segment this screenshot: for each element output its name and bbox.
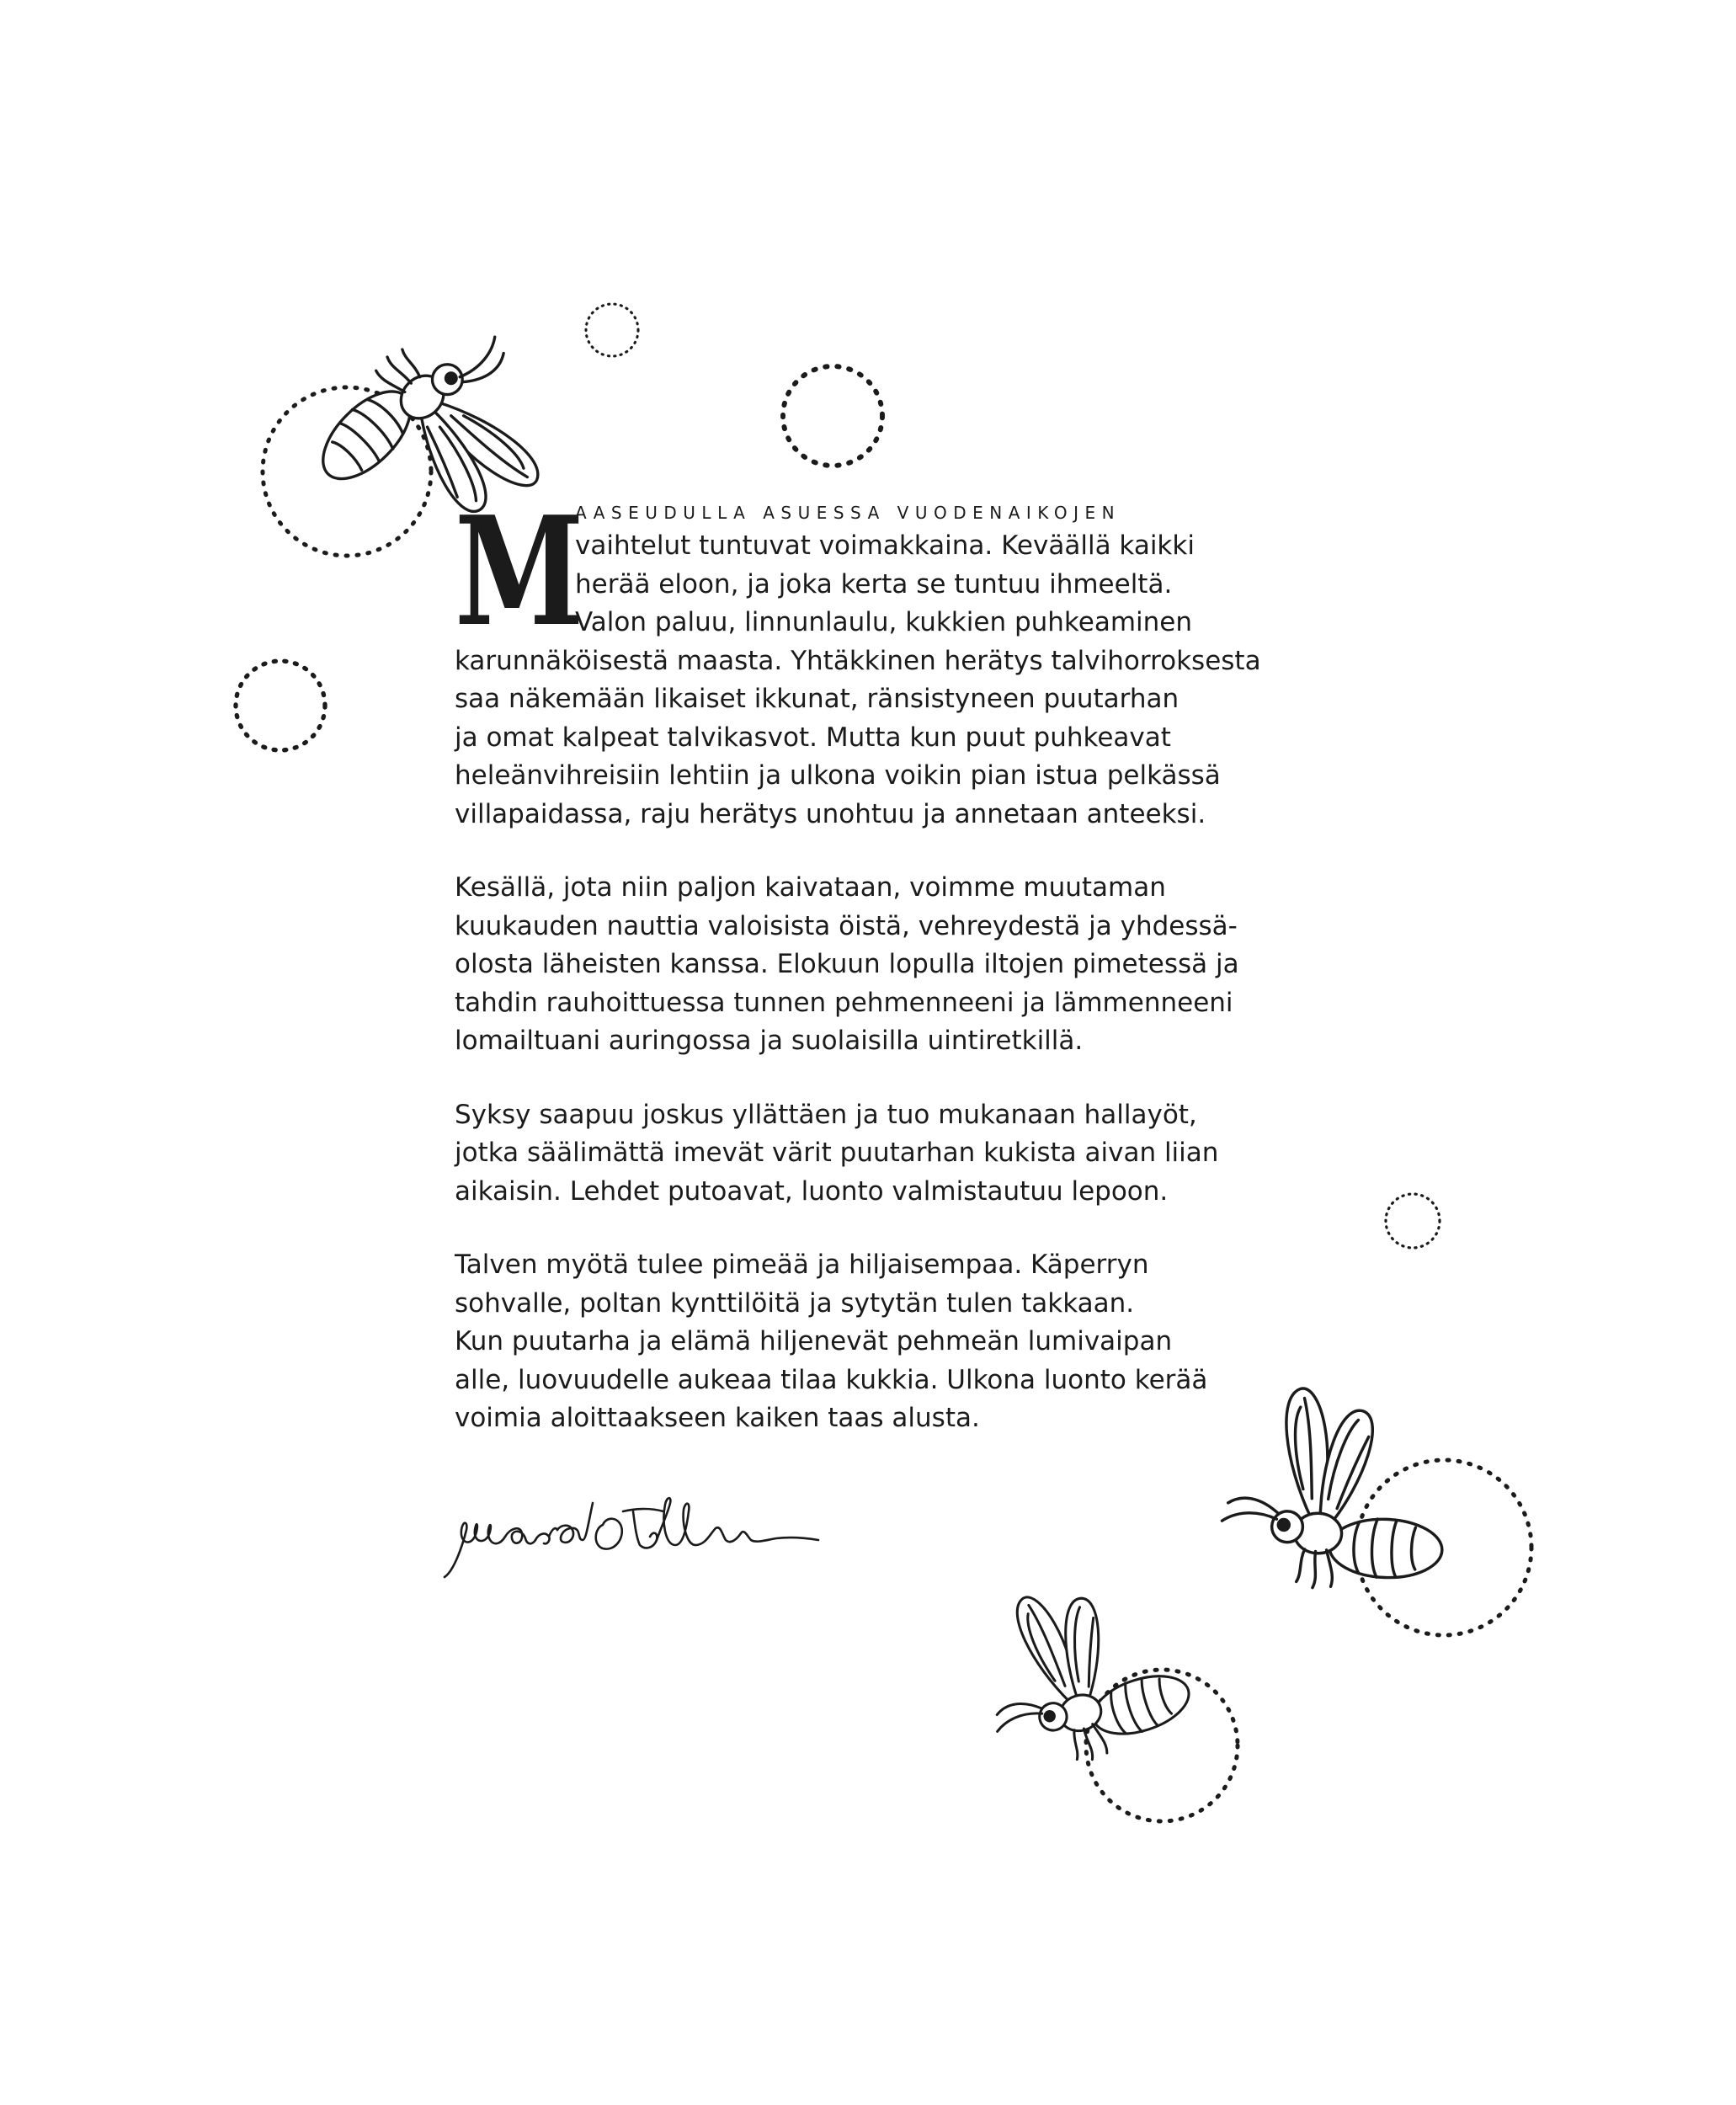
text-line: Syksy saapuu joskus yllättäen ja tuo mukanaan hallayöt, — [455, 1099, 1197, 1130]
text-line: tahdin rauhoittuessa tunnen pehmenneeni ja lämmenneeni — [455, 987, 1233, 1018]
paragraph-spring — [455, 483, 1297, 834]
text-line: Kun puutarha ja elämä hiljenevät pehmeän lumivaipan — [455, 1326, 1173, 1356]
drop-cap: M — [455, 483, 584, 659]
text-line: Valon paluu, linnunlaulu, kukkien puhkeaminen — [575, 607, 1193, 637]
text-line: ja omat kalpeat talvikasvot. Mutta kun puut puhkeavat — [455, 722, 1171, 753]
small-caps-lead: AASEUDULLA ASUESSA VUODENAIKOJEN — [575, 503, 1121, 523]
text-line: alle, luovuudelle aukeaa tilaa kukkia. Ulkona luonto kerää — [455, 1364, 1208, 1395]
text-line: lomailtuani auringossa ja suolaisilla uintiretkillä. — [455, 1026, 1084, 1056]
signature — [438, 1478, 825, 1587]
text-line: villapaidassa, raju herätys unohtuu ja annetaan anteeksi. — [455, 798, 1206, 829]
text-line: aikaisin. Lehdet putoavat, luonto valmistautuu lepoon. — [455, 1175, 1169, 1207]
dotted-circle-left — [236, 661, 325, 750]
paragraph-winter — [455, 1246, 1297, 1438]
text-line: saa näkemään likaiset ikkunat, ränsistyneen puutarhan — [455, 684, 1180, 714]
text-line: olosta läheisten kanssa. Elokuun lopulla iltojen pimetessä ja — [455, 949, 1239, 979]
bee-icon — [961, 1559, 1238, 1821]
dotted-circle-small-top — [586, 304, 638, 356]
text-line: sohvalle, poltan kynttilöitä ja sytytän tulen takkaan. — [455, 1287, 1135, 1319]
essay-text — [455, 483, 1297, 1438]
text-line: voimia aloittaakseen kaiken taas alusta. — [455, 1403, 980, 1433]
dotted-circle-top — [783, 366, 882, 466]
text-line: vaihtelut tuntuvat voimakkaina. Keväällä kaikki — [575, 530, 1195, 561]
text-line: Kesällä, jota niin paljon kaivataan, voimme muutaman — [455, 872, 1166, 903]
text-line: Talven myötä tulee pimeää ja hiljaisempaa. Käperryn — [455, 1250, 1149, 1280]
text-line: kuukauden nauttia valoisista öistä, vehreydestä ja yhdessä- — [455, 910, 1238, 941]
text-line: herää eloon, ja joka kerta se tuntuu ihmeeltä. — [575, 568, 1173, 600]
text-line: jotka säälimättä imevät värit puutarhan kukista aivan liian — [455, 1138, 1219, 1168]
paragraph-summer — [455, 869, 1297, 1061]
text-line: heleänvihreisiin lehtiin ja ulkona voikin pian istua pelkässä — [455, 760, 1221, 791]
paragraph-autumn — [455, 1096, 1297, 1212]
dotted-circle-small-right — [1386, 1194, 1440, 1248]
text-line: karunnäköisestä maasta. Yhtäkkinen herätys talvihorroksesta — [455, 645, 1261, 676]
